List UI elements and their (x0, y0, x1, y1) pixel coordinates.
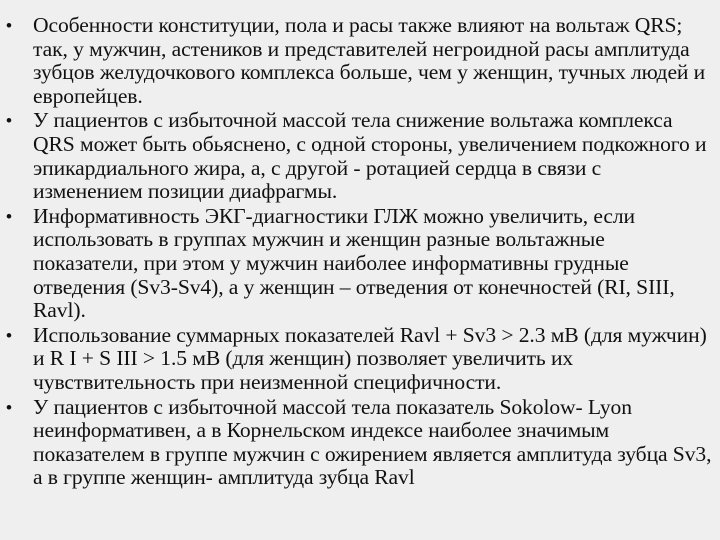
bullet-item-constitution (0, 14, 720, 108)
bullet-text: Использование суммарных показателей Ravl + Sv3 > 2.3 мВ (для мужчин) и R I + S III > 1.5 мВ (для женщин) позволяет увеличить их чувствительность при неизменной специфичности. (33, 322, 707, 394)
bullet-text: Особенности конституции, пола и расы также влияют на вольтаж QRS; так, у мужчин, астеников и представителей негроидной расы амплитуда зубцов желудочкового комплекса больше, чем у женщин, тучных людей и европейцев. (33, 13, 706, 108)
bullet-list (0, 14, 720, 491)
bullet-icon: • (6, 397, 12, 417)
bullet-item-sokolow-lyon (0, 396, 720, 490)
bullet-icon: • (6, 325, 12, 345)
bullet-icon: • (6, 111, 12, 131)
bullet-item-ecg-informativeness (0, 205, 720, 323)
bullet-text: Информативность ЭКГ-диагностики ГЛЖ можно увеличить, если использовать в группах мужчин и женщин разные вольтажные показатели, при этом у мужчин наиболее информативны грудные отведения (Sv3-Sv4), а у женщин – отведения от конечностей (RI, SIII, Ravl). (33, 203, 675, 323)
bullet-icon: • (6, 16, 12, 35)
bullet-item-overweight-voltage (0, 109, 720, 203)
bullet-icon: • (6, 206, 12, 226)
bullet-item-summary-indicators (0, 324, 720, 395)
bullet-text: У пациентов с избыточной массой тела снижение вольтажа комплекса QRS может быть обьяснено, с одной стороны, увеличением подкожного и эпикардиального жира, а, с другой - ротацией сердца в связи с изменением позиции диафрагмы. (33, 108, 707, 204)
bullet-text: У пациентов с избыточной массой тела показатель Sokolow- Lyon неинформативен, а в Корнельском индексе наиболее значимым показателем в группе мужчин с ожирением является амплитуда зубца Sv3, а в группе женщин- амплитуда зубца Ravl (33, 394, 712, 490)
